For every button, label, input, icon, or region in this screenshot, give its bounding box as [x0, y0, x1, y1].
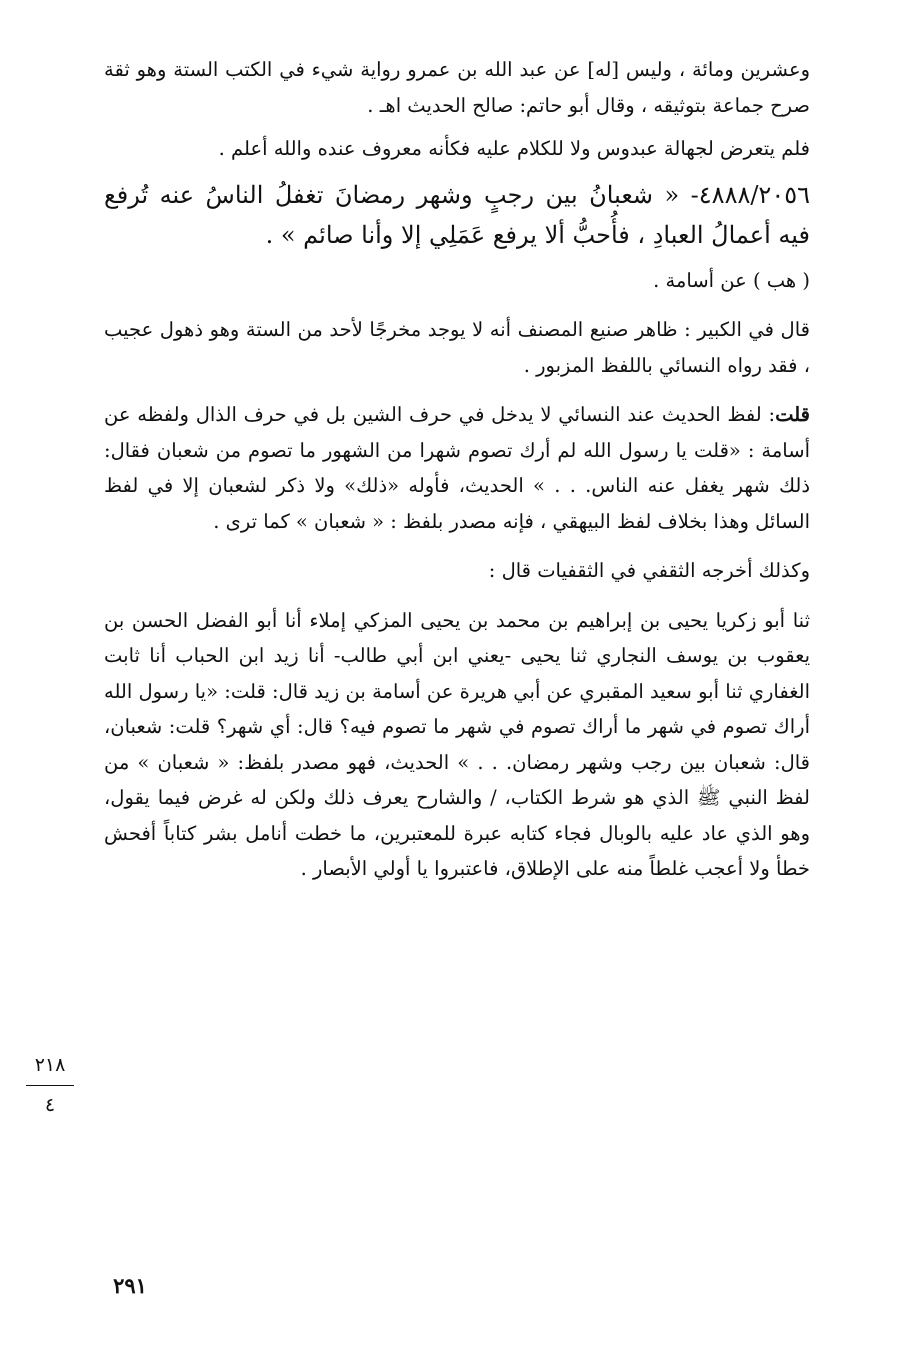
body-text: [104, 52, 810, 887]
margin-marker-bottom: ٤: [44, 1094, 56, 1116]
margin-marker-top: ٢١٨: [34, 1054, 66, 1076]
margin-marker: [22, 1052, 78, 1118]
paragraph-qultu: [104, 397, 810, 539]
qultu-body: : لفظ الحديث عند النسائي لا يدخل في حرف الشين بل في حرف الذال ولفظه عن أسامة : «قلت يا رسول الله لم أرك تصوم شهرا من الشهور ما تصوم من شعبان فقال: ذلك شهر يغفل عنه الناس. . . » الحديث، فأوله «ذلك» ولا ذكر لشعبان إلا في لفظ السائل وهذا بخلاف لفظ البيهقي ، فإنه مصدر بلفظ : « شعبان » كما ترى .: [104, 403, 810, 533]
page-number: ٢٩١: [113, 1273, 147, 1298]
paragraph-intro: وعشرين ومائة ، وليس [له] عن عبد الله بن عمرو رواية شيء في الكتب الستة وهو ثقة صرح جماعة بتوثيقه ، وقال أبو حاتم: صالح الحديث اهـ .: [104, 58, 810, 117]
paragraph-isnad: ثنا أبو زكريا يحيى بن إبراهيم بن محمد بن يحيى المزكي إملاء أنا أبو الفضل الحسن بن يعقوب بن يوسف النجاري ثنا يحيى -يعني ابن أبي طالب- أنا زيد ابن الحباب أنا ثابت الغفاري ثنا أبو سعيد المقبري عن أبي هريرة عن أسامة بن زيد قال: قلت: «يا رسول الله أراك تصوم في شهر ما أراك تصوم في شهر ما تصوم فيه؟ قال: أي شهر؟ قلت: شعبان، قال: شعبان بين رجب وشهر رمضان. . . » الحديث، فهو مصدر بلفظ: « شعبان » من لفظ النبي ﷺ الذي هو شرط الكتاب، / والشارح يعرف ذلك ولكن له غرض فيما يقول، وهو الذي عاد عليه بالوبال فجاء كتابه عبرة للمعتبرين، ما خطت أنامل بشر كتاباً أفحش خطأ ولا أعجب غلطاً منه على الإطلاق، فاعتبروا يا أولي الأبصار .: [104, 608, 810, 880]
paragraph-thaqafi: وكذلك أخرجه الثقفي في الثقفيات قال :: [488, 559, 810, 582]
paragraph-kabir: قال في الكبير : ظاهر صنيع المصنف أنه لا يوجد مخرجًا لأحد من الستة وهو ذهول عجيب ، فقد رواه النسائي باللفظ المزبور .: [104, 318, 810, 377]
hadith-text: ٤٨٨٨/٢٠٥٦- « شعبانُ بين رجبٍ وشهر رمضانَ تغفلُ الناسُ عنه تُرفع فيه أعمالُ العبادِ ، فأُحبُّ ألا يرفع عَمَلِي إلا وأنا صائم » .: [104, 180, 810, 249]
qultu-lead: قلت: [775, 403, 810, 426]
margin-marker-rule: [26, 1085, 74, 1086]
hadith-source: ( هب ) عن أسامة .: [653, 268, 810, 292]
paragraph-comment: فلم يتعرض لجهالة عبدوس ولا للكلام عليه فكأنه معروف عنده والله أعلم .: [218, 137, 810, 160]
